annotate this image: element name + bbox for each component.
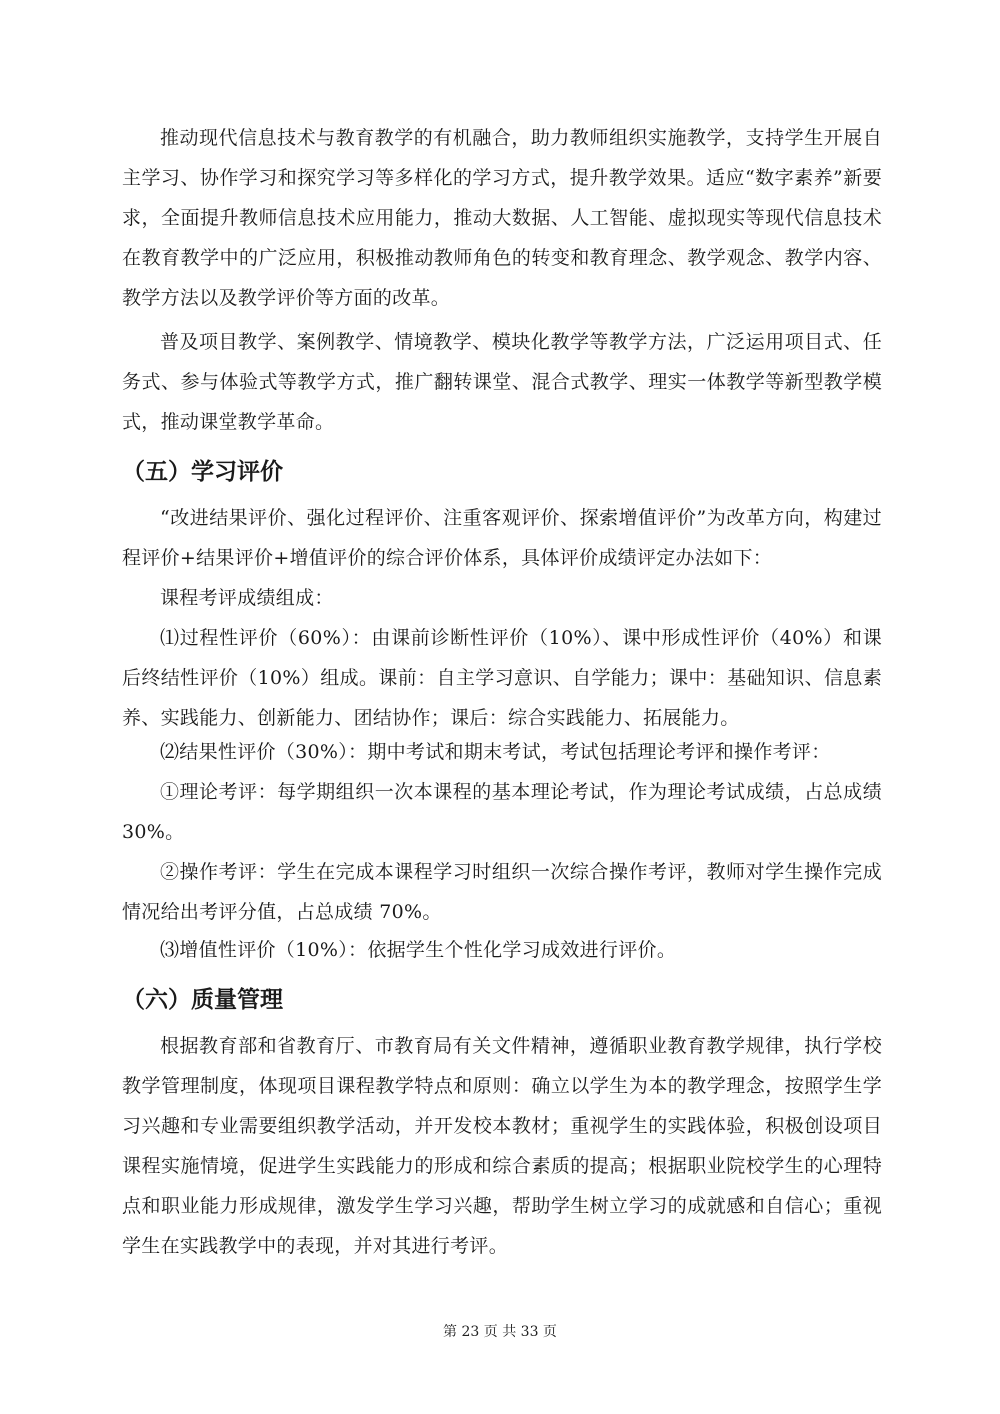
section-heading-quality-management: （六）质量管理	[122, 987, 283, 1013]
paragraph-quality-management: 根据教育部和省教育厅、市教育局有关文件精神，遵循职业教育教学规律，执行学校教学管理制度，体现项目课程教学特点和原则：确立以学生为本的教学理念，按照学生学习兴趣和专业需要组织教学活动，并开发校本教材；重视学生的实践体验，积极创设项目课程实施情境，促进学生实践能力的形成和综合素质的提高；根据职业院校学生的心理特点和职业能力形成规律，激发学生学习兴趣，帮助学生树立学习的成就感和自信心；重视学生在实践教学中的表现，并对其进行考评。	[122, 1035, 882, 1257]
paragraph-score-composition-label: 课程考评成绩组成：	[160, 587, 334, 609]
paragraph-result-evaluation: ⑵结果性评价（30%）：期中考试和期末考试，考试包括理论考评和操作考评：	[160, 741, 831, 763]
paragraph-information-technology: 推动现代信息技术与教育教学的有机融合，助力教师组织实施教学，支持学生开展自主学习、协作学习和探究学习等多样化的学习方式，提升教学效果。适应“数字素养”新要求，全面提升教师信息技术应用能力，推动大数据、人工智能、虚拟现实等现代信息技术在教育教学中的广泛应用，积极推动教师角色的转变和教育理念、教学观念、教学内容、教学方法以及教学评价等方面的改革。	[122, 127, 882, 309]
paragraph-value-added-evaluation: ⑶增值性评价（10%）：依据学生个性化学习成效进行评价。	[160, 939, 677, 961]
paragraph-teaching-methods: 普及项目教学、案例教学、情境教学、模块化教学等教学方法，广泛运用项目式、任务式、参与体验式等教学方式，推广翻转课堂、混合式教学、理实一体教学等新型教学模式，推动课堂教学革命。	[122, 331, 882, 433]
paragraph-operation-assessment: ②操作考评：学生在完成本课程学习时组织一次综合操作考评，教师对学生操作完成情况给出考评分值，占总成绩 70%。	[122, 861, 882, 923]
page-number-footer: 第 23 页 共 33 页	[443, 1324, 557, 1340]
paragraph-process-evaluation: ⑴过程性评价（60%）：由课前诊断性评价（10%）、课中形成性评价（40%）和课后终结性评价（10%）组成。课前：自主学习意识、自学能力；课中：基础知识、信息素养、实践能力、创新能力、团结协作；课后：综合实践能力、拓展能力。	[122, 627, 882, 729]
section-heading-learning-evaluation: （五）学习评价	[122, 459, 283, 485]
paragraph-evaluation-intro: “改进结果评价、强化过程评价、注重客观评价、探索增值评价”为改革方向，构建过程评价+结果评价+增值评价的综合评价体系，具体评价成绩评定办法如下：	[122, 507, 882, 569]
paragraph-theory-assessment: ①理论考评：每学期组织一次本课程的基本理论考试，作为理论考试成绩，占总成绩 30%。	[122, 781, 882, 843]
